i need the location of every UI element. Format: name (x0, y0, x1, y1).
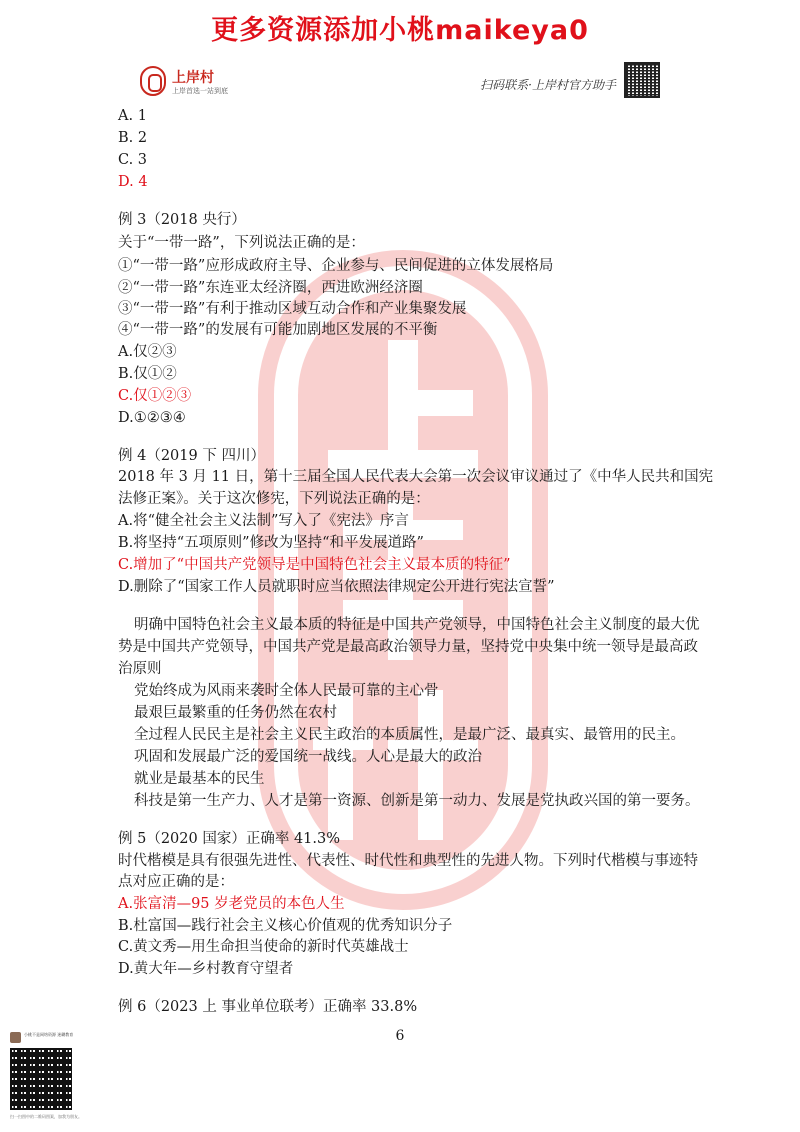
text-line: A.张富清—95 岁老党员的本色人生 (118, 896, 345, 912)
text-line: 例 6（2023 上 事业单位联考）正确率 33.8% (118, 999, 418, 1015)
text-line: 例 5（2020 国家）正确率 41.3% (118, 831, 341, 847)
text-line: B.仅①② (118, 366, 177, 382)
text-line: D.①②③④ (118, 410, 186, 426)
text-line: 就业是最基本的民生 (134, 771, 265, 787)
text-line: D.黄大年—乡村教育守望者 (118, 961, 294, 977)
text-line: A.将“健全社会主义法制”写入了《宪法》序言 (118, 513, 409, 529)
header-contact-text: 扫码联系·上岸村官方助手 (480, 78, 616, 92)
text-line: D.删除了“国家工作人员就职时应当依照法律规定公开进行宪法宣誓” (118, 579, 555, 595)
text-line: D. 4 (118, 174, 148, 190)
text-line: 最艰巨最繁重的任务仍然在农村 (134, 705, 337, 721)
text-line: 例 4（2019 下 四川） (118, 448, 265, 464)
text-line: 治原则 (118, 661, 162, 677)
text-line: B. 2 (118, 130, 148, 146)
page-header (140, 60, 660, 108)
text-line: A. 1 (118, 108, 147, 124)
text-line: 巩固和发展最广泛的爱国统一战线。人心是最大的政治 (134, 749, 482, 765)
wechat-qr-icon (10, 1048, 72, 1110)
wechat-card (8, 1030, 82, 1125)
text-line: C.黄文秀—用生命担当使命的新时代英雄战士 (118, 939, 409, 955)
qr-code-icon (624, 62, 660, 98)
avatar (10, 1032, 21, 1043)
text-line: 全过程人民民主是社会主义民主政治的本质属性，是最广泛、最真实、最管用的民主。 (134, 727, 685, 743)
logo-slogan: 上岸首选一站到底 (172, 87, 228, 95)
text-line: 例 3（2018 央行） (118, 212, 246, 228)
text-line: 关于“一带一路”，下列说法正确的是： (118, 235, 365, 251)
text-line: 法修正案》。关于这次修宪，下列说法正确的是： (118, 491, 430, 507)
text-line: C.增加了“中国共产党领导是中国特色社会主义最本质的特征” (118, 557, 511, 573)
promo-banner: 更多资源添加小桃maikeya0 (211, 15, 589, 46)
text-line: ③“一带一路”有利于推动区域互动合作和产业集聚发展 (118, 301, 467, 317)
text-line: B.将坚持“五项原则”修改为坚持“和平发展道路” (118, 535, 424, 551)
wechat-name: 小桃不是网络资源 迷糊教育 (24, 1032, 74, 1037)
logo-name: 上岸村 (172, 70, 214, 86)
text-line: C. 3 (118, 152, 148, 168)
logo-icon (140, 66, 166, 96)
text-line: 势是中国共产党领导，中国共产党是最高政治领导力量，坚持党中央集中统一领导是最高政 (118, 639, 698, 655)
text-line: 2018 年 3 月 11 日，第十三届全国人民代表大会第一次会议审议通过了《中华人民共和国宪 (118, 469, 714, 485)
text-line: 科技是第一生产力、人才是第一资源、创新是第一动力、发展是党执政兴国的第一要务。 (134, 793, 700, 809)
text-line: ②“一带一路”东连亚太经济圈，西进欧洲经济圈 (118, 280, 423, 296)
text-line: ④“一带一路”的发展有可能加剧地区发展的不平衡 (118, 322, 438, 338)
text-line: 明确中国特色社会主义最本质的特征是中国共产党领导，中国特色社会主义制度的最大优 (134, 617, 700, 633)
text-line: A.仅②③ (118, 344, 177, 360)
text-line: B.杜富国—践行社会主义核心价值观的优秀知识分子 (118, 918, 453, 934)
text-line: ①“一带一路”应形成政府主导、企业参与、民间促进的立体发展格局 (118, 258, 554, 274)
wechat-caption: 扫一扫图中的二维码图案，加我为朋友。 (10, 1114, 82, 1119)
text-line: C.仅①②③ (118, 388, 192, 404)
text-line: 点对应正确的是： (118, 874, 234, 890)
page-number: 6 (395, 1028, 405, 1044)
text-line: 党始终成为风雨来袭时全体人民最可靠的主心骨 (134, 683, 439, 699)
text-line: 时代楷模是具有很强先进性、代表性、时代性和典型性的先进人物。下列时代楷模与事迹特 (118, 853, 698, 869)
